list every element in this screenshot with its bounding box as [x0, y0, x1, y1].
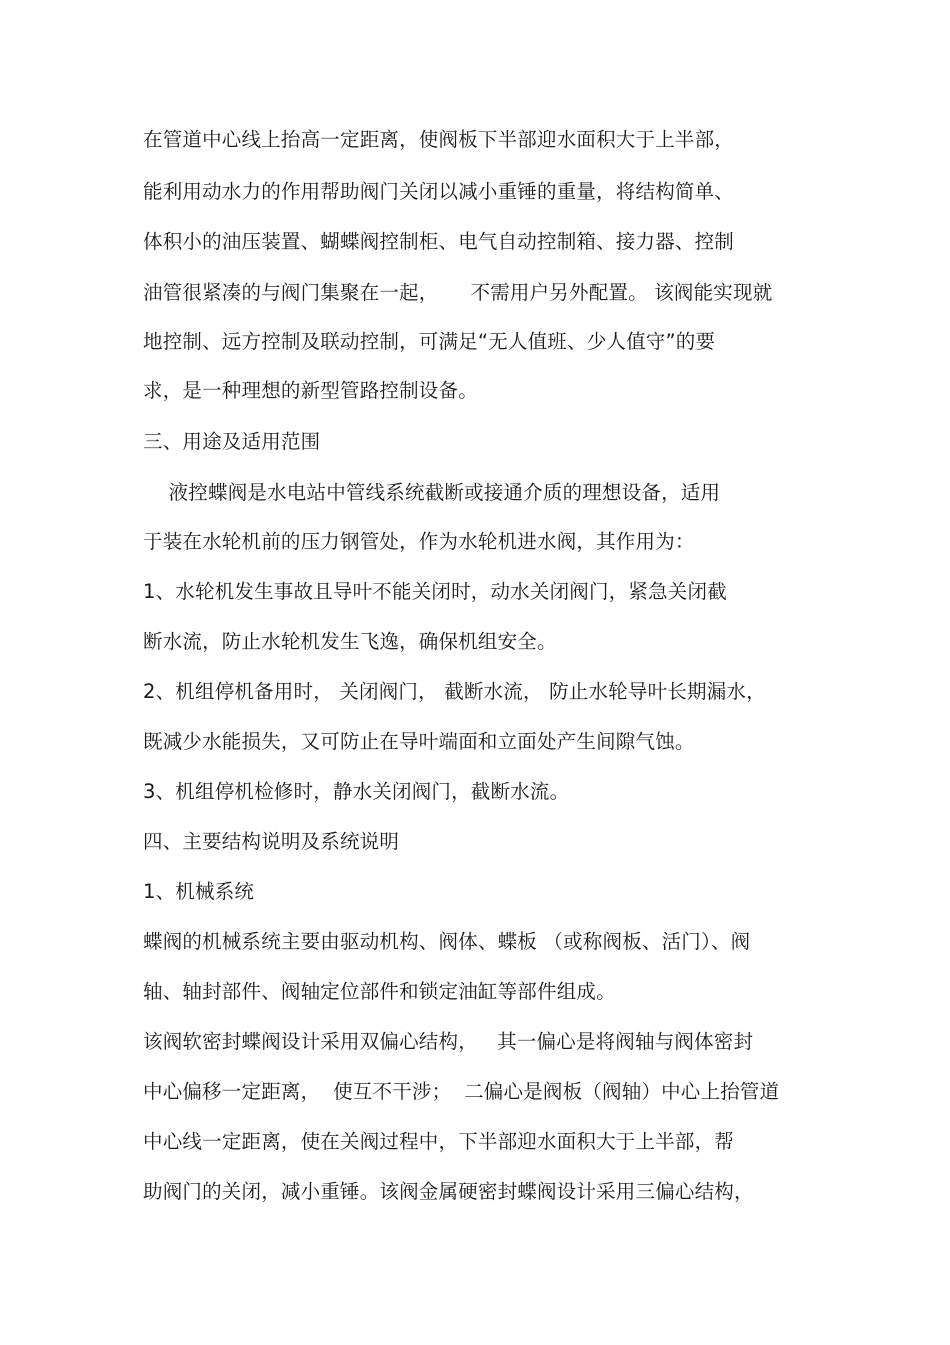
text-line: 能利用动水力的作用帮助阀门关闭以减小重锤的重量，将结构简单、 [143, 180, 735, 203]
text-line: 中心偏移一定距离， 使互不干涉； 二偏心是阀板（阀轴）中心上抬管道 [143, 1080, 780, 1103]
text-line: 既减少水能损失，又可防止在导叶端面和立面处产生间隙气蚀。 [143, 730, 695, 753]
text-line: 液控蝶阀是水电站中管线系统截断或接通介质的理想设备，适用 [143, 481, 721, 504]
section-heading: 四、主要结构说明及系统说明 [143, 830, 400, 853]
text-line: 该阀软密封蝶阀设计采用双偏心结构， 其一偏心是将阀轴与阀体密封 [143, 1030, 754, 1053]
section-heading: 三、用途及适用范围 [143, 430, 321, 453]
list-item: 2、机组停机备用时， 关闭阀门， 截断水流， 防止水轮导叶长期漏水， [143, 680, 766, 703]
text-line: 断水流，防止水轮机发生飞逸，确保机组安全。 [143, 630, 557, 653]
text-line: 在管道中心线上抬高一定距离，使阀板下半部迎水面积大于上半部， [143, 128, 735, 151]
text-line: 于装在水轮机前的压力钢管处，作为水轮机进水阀，其作用为： [143, 530, 695, 553]
list-item: 1、水轮机发生事故且导叶不能关闭时，动水关闭阀门，紧急关闭截 [143, 580, 727, 603]
text-line: 地控制、远方控制及联动控制，可满足“无人值班、少人值守”的要 [143, 330, 716, 353]
list-item: 3、机组停机检修时，静水关闭阀门，截断水流。 [143, 780, 570, 803]
text-line: 体积小的油压装置、蝴蝶阀控制柜、电气自动控制箱、接力器、控制 [143, 230, 735, 253]
text-line: 轴、轴封部件、阀轴定位部件和锁定油缸等部件组成。 [143, 980, 616, 1003]
text-line: 中心线一定距离，使在关阀过程中，下半部迎水面积大于上半部，帮 [143, 1130, 735, 1153]
text-line: 油管很紧凑的与阀门集聚在一起， 不需用户另外配置。 该阀能实现就 [143, 281, 773, 304]
text-line: 求，是一种理想的新型管路控制设备。 [143, 379, 478, 402]
subsection-heading: 1、机械系统 [143, 880, 255, 903]
text-line: 助阀门的关闭，减小重锤。该阀金属硬密封蝶阀设计采用三偏心结构， [143, 1180, 754, 1203]
text-line: 蝶阀的机械系统主要由驱动机构、阀体、蝶板 （或称阀板、活门）、阀 [143, 930, 751, 953]
